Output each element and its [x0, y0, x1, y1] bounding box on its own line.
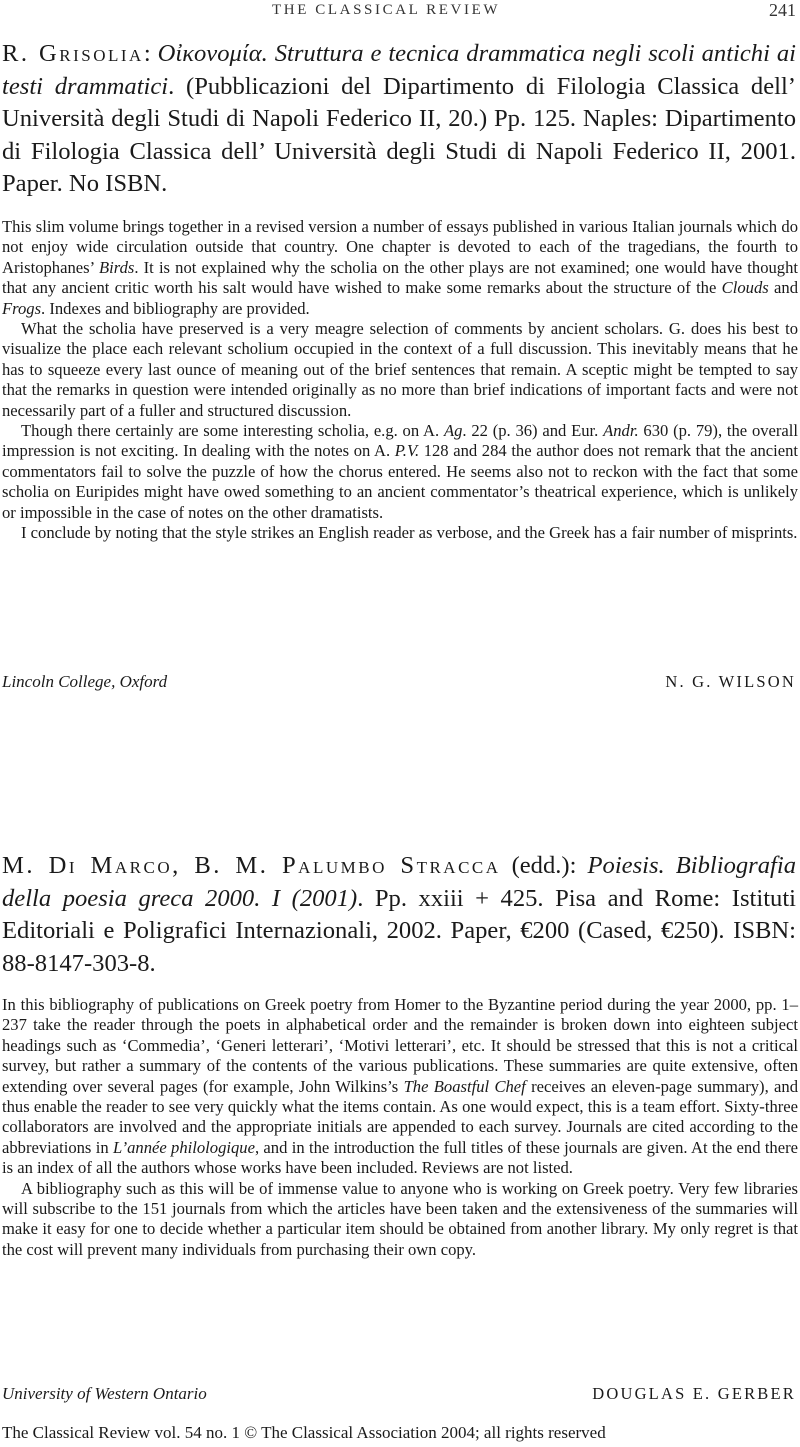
- copyright-footer: The Classical Review vol. 54 no. 1 © The Classical Association 2004; all rights reserved: [2, 1423, 606, 1442]
- review-1-title: . Struttura e tecnica drammatica negli scoli antichi ai testi drammatici: [2, 40, 797, 100]
- review-1-p1-text-b: . It is not explained why the scholia on the other plays are not examined; one would have thought that any ancient critic worth his salt would have wished to make some remarks about the structure of the: [2, 257, 798, 298]
- review-1-colon: :: [143, 40, 158, 67]
- review-1-signature: [2, 672, 798, 696]
- review-2-details: . Pp. xxiii + 425. Pisa and Rome: Istituti Editoriali e Poligrafici Internazionali, 2002. Paper, €200 (Cased, €250). ISBN: 88-8147-303-8.: [2, 884, 796, 977]
- review-2-p1-text-a: In this bibliography of publications on Greek poetry from Homer to the Byzantine period during the year 2000, pp. 1–237 take the reader through the poets in alphabetical order and the remainder is broken down into eighteen subject headings such as ‘Commedia’, ‘Generi letterari’, ‘Motivi letterari’, etc. It should be stressed that this is not a critical survey, but rather a summary of the contents of the various publications. These summaries are quite extensive, often extending over several pages (for example, John Wilkins’s: [2, 995, 798, 1096]
- page-number: 241: [769, 0, 796, 20]
- review-1-p1-birds: Birds: [99, 257, 135, 277]
- review-1-heading: [2, 38, 796, 201]
- review-1-paragraph-4: I conclude by noting that the style strikes an English reader as verbose, and the Greek has a fair number of misprints.: [21, 523, 798, 543]
- review-1-paragraph-1: [2, 217, 798, 319]
- review-1-details: . (Pubblicazioni del Dipartimento di Filologia Classica dell’ Università degli Studi di Napoli Federico II, 20.) Pp. 125. Naples: Dipartimento di Filologia Classica dell’ Università degli Studi di Napoli Federico II, 2001. Paper. No ISBN.: [2, 72, 796, 198]
- review-2-affiliation: University of Western Ontario: [2, 1384, 207, 1403]
- review-1-p1-text-d: . Indexes and bibliography are provided.: [41, 298, 310, 318]
- review-1-reviewer: N. G. WILSON: [665, 672, 796, 691]
- review-2-title: Poiesis. Bibliografia della poesia greca 2000. I (2001): [2, 852, 796, 912]
- review-1-p1-clouds: Clouds: [721, 278, 769, 298]
- journal-title: THE CLASSICAL REVIEW: [272, 2, 501, 18]
- review-2-p1-boastful-chef: The Boastful Chef: [403, 1076, 526, 1096]
- review-1-paragraph-2: What the scholia have preserved is a very meagre selection of comments by ancient scholars. G. does his best to visualize the place each relevant scholium occupied in the context of a full discussion. This inevitably means that he has to squeeze every last ounce of meaning out of the brief sentences that remain. A sceptic might be tempted to say that the remarks in question were intended originally as no more than brief indications of important facts and were not necessarily part of a fuller and structured discussion.: [2, 319, 798, 420]
- review-2-heading: [2, 850, 796, 980]
- review-1-affiliation: Lincoln College, Oxford: [2, 672, 168, 691]
- review-2-paragraph-2: A bibliography such as this will be of immense value to anyone who is working on Greek poetry. Very few libraries will subscribe to the 151 journals from which the articles have been taken and the extensiveness of the summaries will make it easy for one to decide whether a particular item should be obtained from another library. My only regret is that the cost will prevent many individuals from purchasing their own copy.: [2, 1178, 798, 1259]
- review-1-body: [2, 217, 798, 544]
- review-2-signature: [2, 1384, 798, 1408]
- review-1-author: R. Grisolia: [2, 40, 144, 67]
- review-2-p1-annee-philologique: L’année philologique: [112, 1137, 255, 1157]
- running-head: [0, 0, 800, 24]
- review-1-title-greek: Οἰκονομία: [157, 40, 262, 67]
- review-1-p3-ag: Ag: [443, 421, 463, 441]
- review-2-reviewer: DOUGLAS E. GERBER: [592, 1384, 796, 1403]
- review-2-p1-text-c: , and in the introduction the full titles of these journals are given. At the end there is an index of all the authors whose works have been included. Reviews are not listed.: [2, 1137, 798, 1178]
- review-1-p1-text-a: This slim volume brings together in a revised version a number of essays published in various Italian journals which do not enjoy wide circulation outside that country. One chapter is devoted to each of the tragedians, the fourth to Aristophanes’: [2, 217, 798, 277]
- review-1-p3-pv: P.V.: [394, 441, 420, 461]
- review-1-p1-frogs: Frogs: [2, 298, 42, 318]
- review-1-p3-text-a: Though there certainly are some interesting scholia, e.g. on A.: [21, 421, 444, 441]
- review-1-p3-andr: Andr.: [603, 421, 639, 441]
- review-1-p1-text-c: and: [768, 278, 798, 298]
- review-2-body: [2, 995, 798, 1260]
- review-1-p3-text-c: 630 (p. 79), the overall impression is not exciting. In dealing with the notes on A.: [2, 421, 799, 461]
- review-2-p1-text-b: receives an eleven-page summary), and thus enable the reader to see very quickly what the items contain. As one would expect, this is a team effort. Sixty-three collaborators are involved and the appropriate initials are appended to each survey. Journals are cited according to the abbreviations in: [2, 1076, 799, 1157]
- review-1-p3-text-b: . 22 (p. 36) and Eur.: [462, 421, 604, 441]
- review-2-paragraph-1: [2, 995, 798, 1179]
- review-2-edd: (edd.):: [500, 852, 588, 879]
- review-1-paragraph-3: [2, 421, 798, 523]
- review-2-authors: M. Di Marco, B. M. Palumbo Stracca: [2, 852, 501, 879]
- review-1-p3-text-d: 128 and 284 the author does not remark that the ancient commentators fail to solve the puzzle of how the chorus entered. He seems also not to reckon with the fact that some scholia on Euripides might have owed something to an ancient commentator’s theatrical experience, which is unlikely or impossible in the case of notes on the other dramatists.: [2, 441, 798, 522]
